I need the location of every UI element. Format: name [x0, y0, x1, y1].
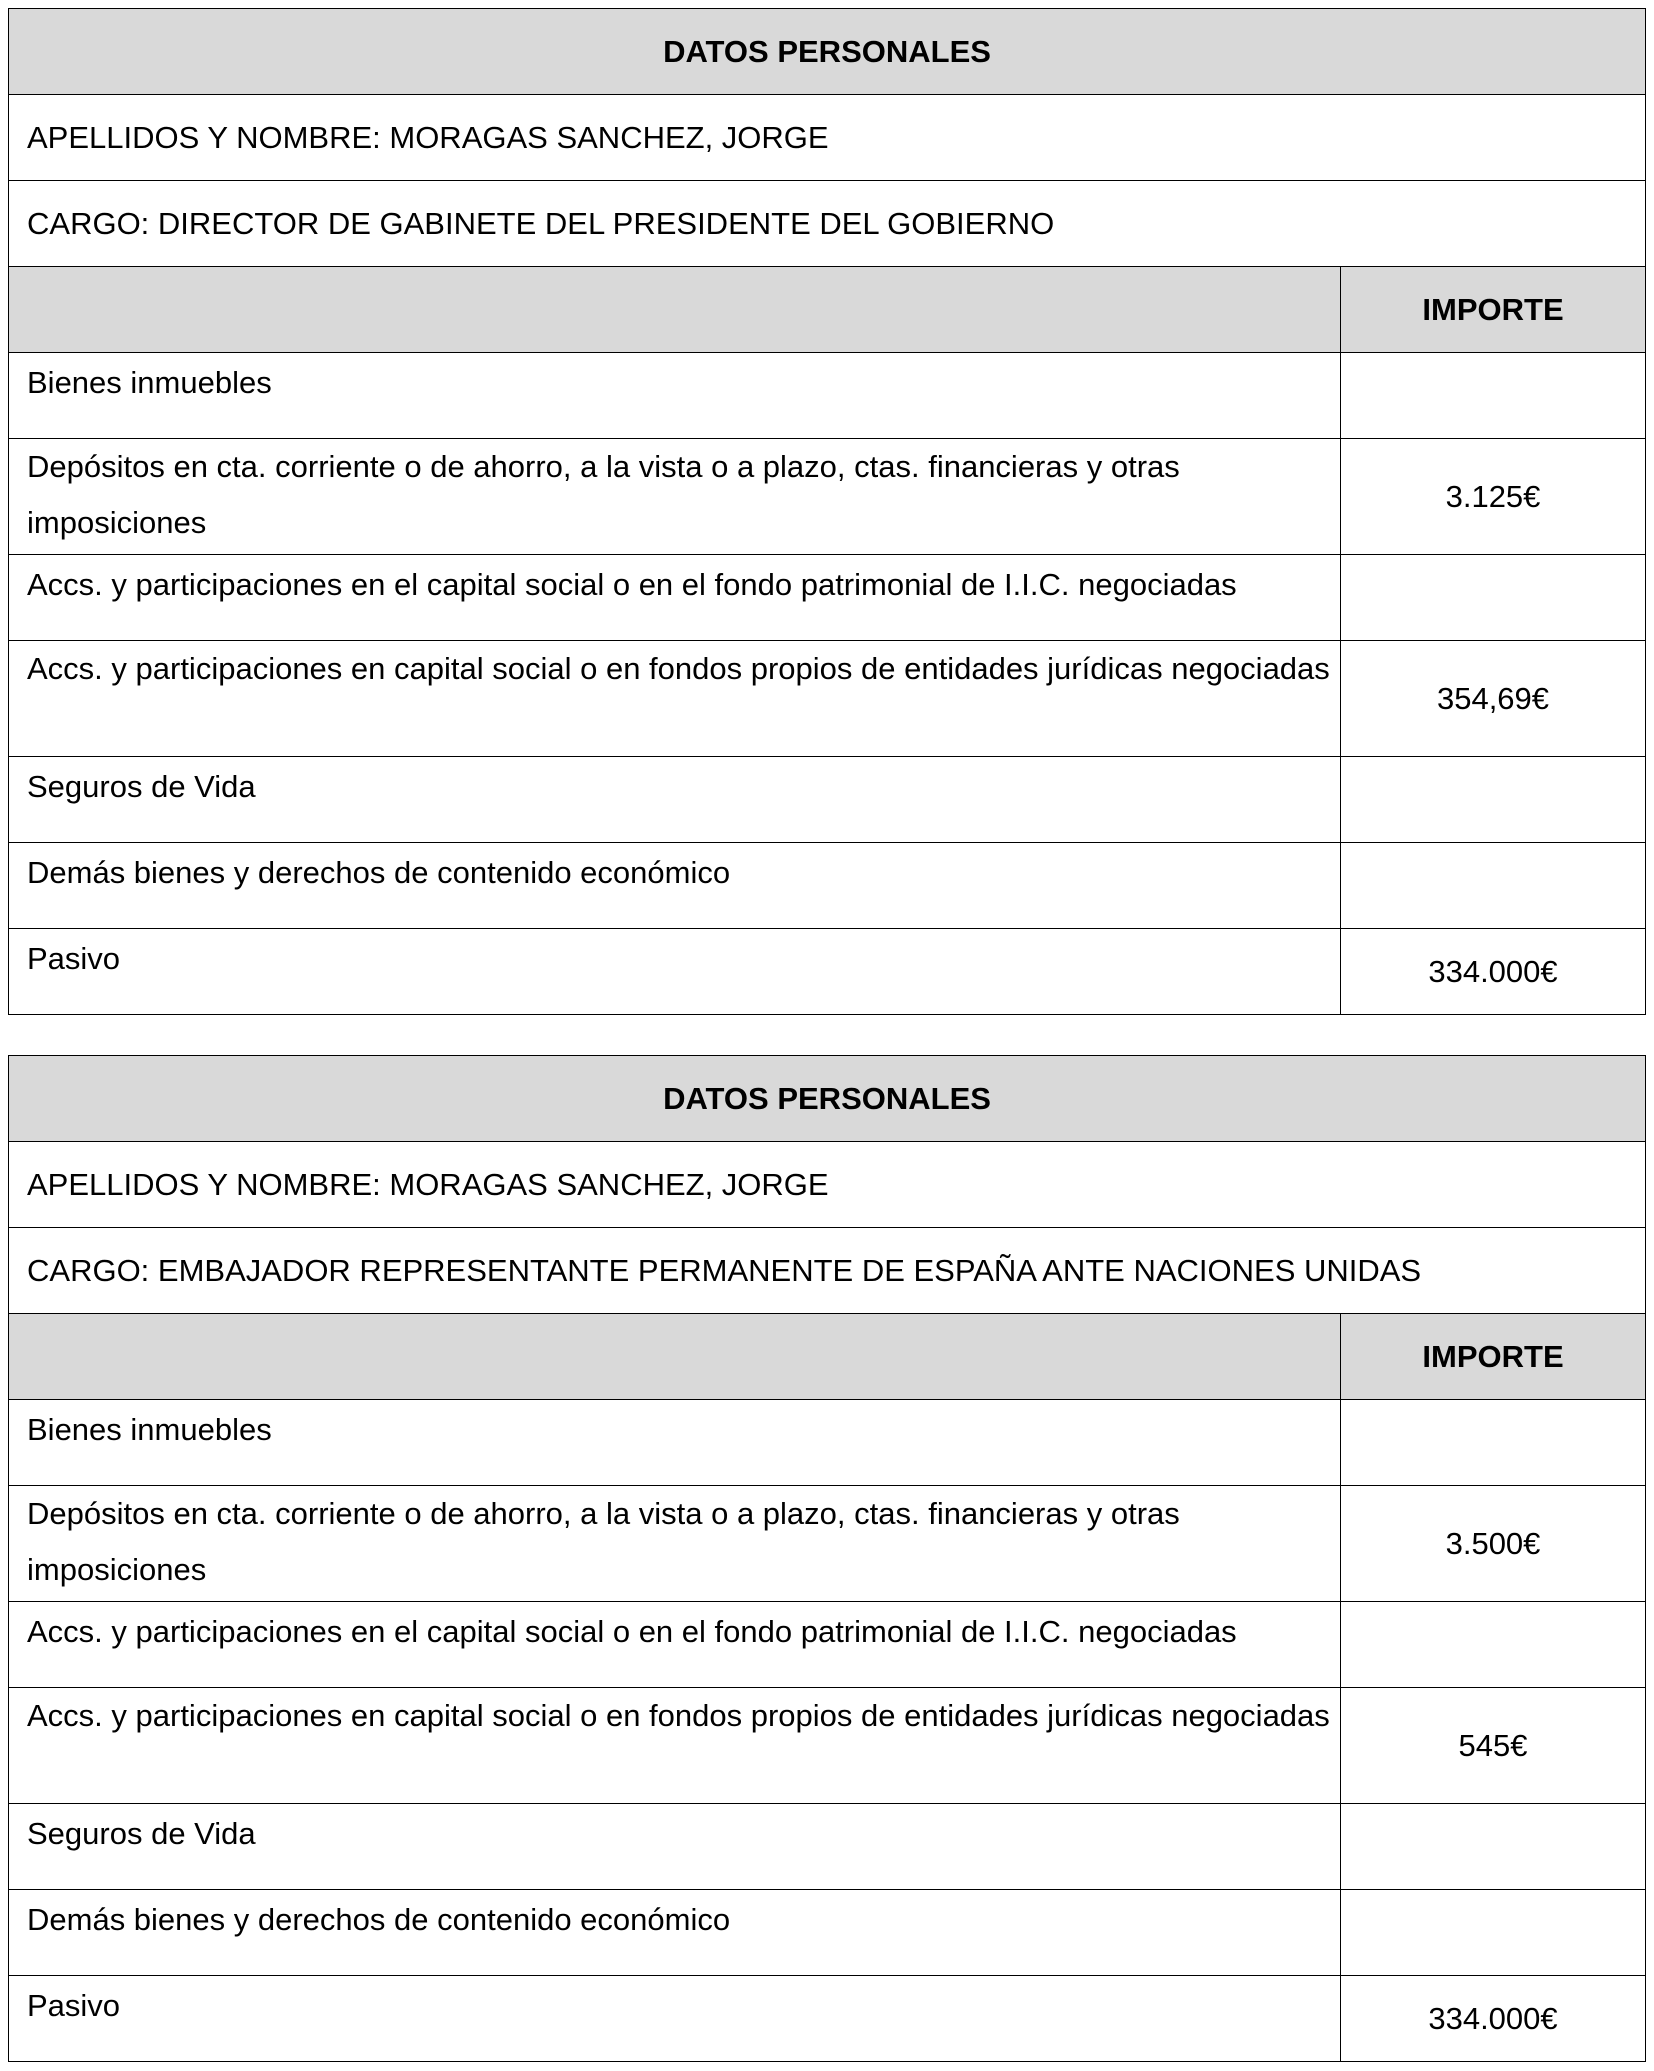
position-line: CARGO: DIRECTOR DE GABINETE DEL PRESIDENTE DEL GOBIERNO [9, 181, 1646, 267]
table-row [9, 1804, 1646, 1890]
concept-cell: Accs. y participaciones en el capital social o en el fondo patrimonial de I.I.C. negociadas [9, 1602, 1341, 1688]
amount-header: IMPORTE [1341, 1314, 1646, 1400]
table-row [9, 843, 1646, 929]
table-row [9, 353, 1646, 439]
amount-cell [1341, 757, 1646, 843]
table-row [9, 1486, 1646, 1602]
table-row [9, 757, 1646, 843]
concept-cell: Accs. y participaciones en capital social o en fondos propios de entidades jurídicas negociadas [9, 641, 1341, 757]
section-title: DATOS PERSONALES [9, 9, 1646, 95]
amount-cell [1341, 1890, 1646, 1976]
table-row [9, 555, 1646, 641]
table-row [9, 1890, 1646, 1976]
amount-cell [1341, 353, 1646, 439]
amount-cell [1341, 1804, 1646, 1890]
concept-cell: Pasivo [9, 1976, 1341, 2062]
concept-cell: Bienes inmuebles [9, 353, 1341, 439]
concept-header [9, 267, 1341, 353]
amount-cell [1341, 1602, 1646, 1688]
table-row [9, 641, 1646, 757]
table-row [9, 1602, 1646, 1688]
concept-cell: Pasivo [9, 929, 1341, 1015]
amount-header: IMPORTE [1341, 267, 1646, 353]
concept-cell: Depósitos en cta. corriente o de ahorro, a la vista o a plazo, ctas. financieras y otras imposiciones [9, 439, 1341, 555]
table-row [9, 1976, 1646, 2062]
concept-cell: Seguros de Vida [9, 757, 1341, 843]
table-row [9, 929, 1646, 1015]
full-name-line: APELLIDOS Y NOMBRE: MORAGAS SANCHEZ, JORGE [9, 95, 1646, 181]
amount-cell: 334.000€ [1341, 1976, 1646, 2062]
amount-cell: 334.000€ [1341, 929, 1646, 1015]
amount-cell [1341, 1400, 1646, 1486]
concept-cell: Demás bienes y derechos de contenido económico [9, 1890, 1341, 1976]
table-row [9, 439, 1646, 555]
amount-cell: 3.500€ [1341, 1486, 1646, 1602]
section-title: DATOS PERSONALES [9, 1056, 1646, 1142]
full-name-line: APELLIDOS Y NOMBRE: MORAGAS SANCHEZ, JORGE [9, 1142, 1646, 1228]
concept-cell: Accs. y participaciones en capital social o en fondos propios de entidades jurídicas negociadas [9, 1688, 1341, 1804]
concept-header [9, 1314, 1341, 1400]
table-row [9, 1688, 1646, 1804]
table-row [9, 1400, 1646, 1486]
asset-declaration-table-2 [8, 1055, 1646, 2062]
position-line: CARGO: EMBAJADOR REPRESENTANTE PERMANENTE DE ESPAÑA ANTE NACIONES UNIDAS [9, 1228, 1646, 1314]
amount-cell: 545€ [1341, 1688, 1646, 1804]
amount-cell: 3.125€ [1341, 439, 1646, 555]
concept-cell: Depósitos en cta. corriente o de ahorro, a la vista o a plazo, ctas. financieras y otras imposiciones [9, 1486, 1341, 1602]
amount-cell [1341, 843, 1646, 929]
amount-cell: 354,69€ [1341, 641, 1646, 757]
concept-cell: Bienes inmuebles [9, 1400, 1341, 1486]
asset-declaration-table-1 [8, 8, 1646, 1015]
amount-cell [1341, 555, 1646, 641]
concept-cell: Seguros de Vida [9, 1804, 1341, 1890]
concept-cell: Demás bienes y derechos de contenido económico [9, 843, 1341, 929]
concept-cell: Accs. y participaciones en el capital social o en el fondo patrimonial de I.I.C. negociadas [9, 555, 1341, 641]
